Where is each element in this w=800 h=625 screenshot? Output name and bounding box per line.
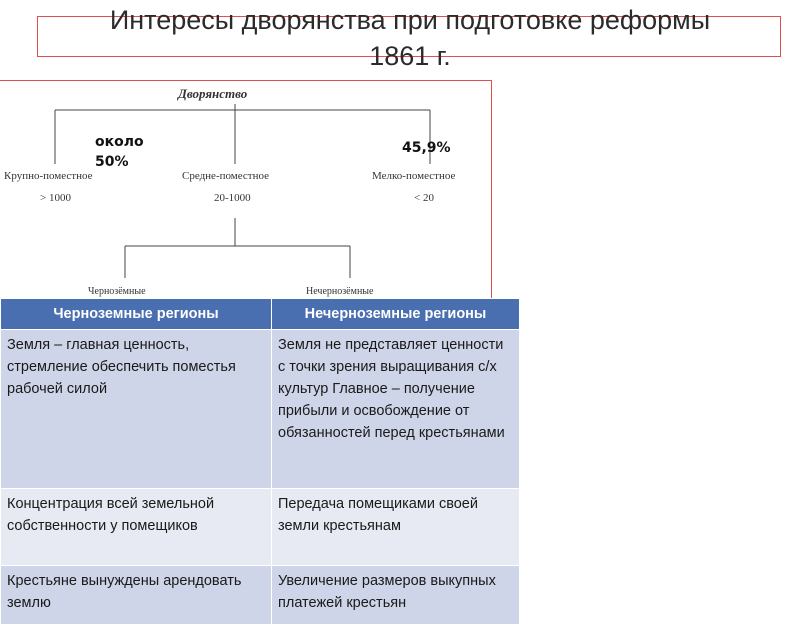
share-large-line2: 50%	[95, 154, 129, 170]
node-medium-label: Средне-поместное	[182, 170, 269, 182]
share-large-line1: около	[95, 134, 144, 150]
header-nechernozem: Нечерноземные регионы	[272, 299, 520, 330]
table-cell: Передача помещиками своей земли крестьянам	[272, 489, 520, 566]
table-cell: Крестьяне вынуждены арендовать землю	[1, 566, 272, 625]
table-cell: Увеличение размеров выкупных платежей крестьян	[272, 566, 520, 625]
table-row	[1, 330, 520, 489]
table-cell: Земля – главная ценность, стремление обеспечить поместья рабочей силой	[1, 330, 272, 489]
slide-title-line2: 1861 г.	[369, 41, 451, 71]
node-large-sub: > 1000	[40, 192, 71, 204]
node-large-label: Крупно-поместное	[4, 170, 93, 182]
node-chernozem-label: Чернозёмные	[88, 286, 146, 297]
table-header-row	[1, 299, 520, 330]
slide-title-line1: Интересы дворянства при подготовке реформы	[109, 5, 711, 35]
table-cell: Земля не представляет ценности с точки зрения выращивания с/х культур Главное – получение прибыли и освобождение от обязанностей перед крестьянами	[272, 330, 520, 489]
node-small-sub: < 20	[414, 192, 434, 204]
slide-title	[0, 2, 800, 74]
tree-connectors	[0, 80, 500, 300]
table-cell: Концентрация всей земельной собственности у помещиков	[1, 489, 272, 566]
comparison-table	[0, 298, 520, 625]
tree-root-label: Дворянство	[178, 86, 248, 101]
node-medium-sub: 20-1000	[214, 192, 251, 204]
node-nechernozem-label: Нечернозёмные	[306, 286, 374, 297]
node-small-label: Мелко-поместное	[372, 170, 456, 182]
table-row	[1, 489, 520, 566]
table-row	[1, 566, 520, 625]
share-large-annotation	[95, 132, 144, 172]
share-small-annotation: 45,9%	[402, 140, 451, 156]
header-chernozem: Черноземные регионы	[1, 299, 272, 330]
